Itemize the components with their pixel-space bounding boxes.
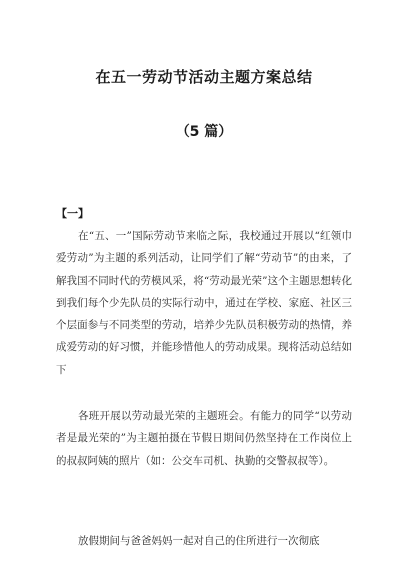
- paragraph-1: 在“五、一”国际劳动节来临之际，我校通过开展以“红领巾爱劳动”为主题的系列活动，让同学们了解“劳动节”的由来，了解我国不同时代的劳模风采，将“劳动最光荣”这个主题思想转化到我们每个少先队员的实际行动中，通过在学校、家庭、社区三个层面参与不同类型的劳动，培养少先队员积极劳动的热情，养成爱劳动的好习惯，并能珍惜他人的劳动成果。现将活动总结如下: [56, 230, 352, 376]
- document-subtitle: （5 篇）: [175, 124, 233, 140]
- paragraph-2: 各班开展以劳动最光荣的主题班会。有能力的同学“以劳动者是最光荣的”为主题拍摄在节假日期间仍然坚持在工作岗位上的叔叔阿姨的照片（如：公交车司机、执勤的交警叔叔等）。: [56, 410, 352, 467]
- document-title: 在五一劳动节活动主题方案总结: [95, 68, 313, 86]
- section-label: 【一】: [56, 207, 89, 220]
- paragraph-3: 放假期间与爸爸妈妈一起对自己的住所进行一次彻底: [78, 535, 320, 547]
